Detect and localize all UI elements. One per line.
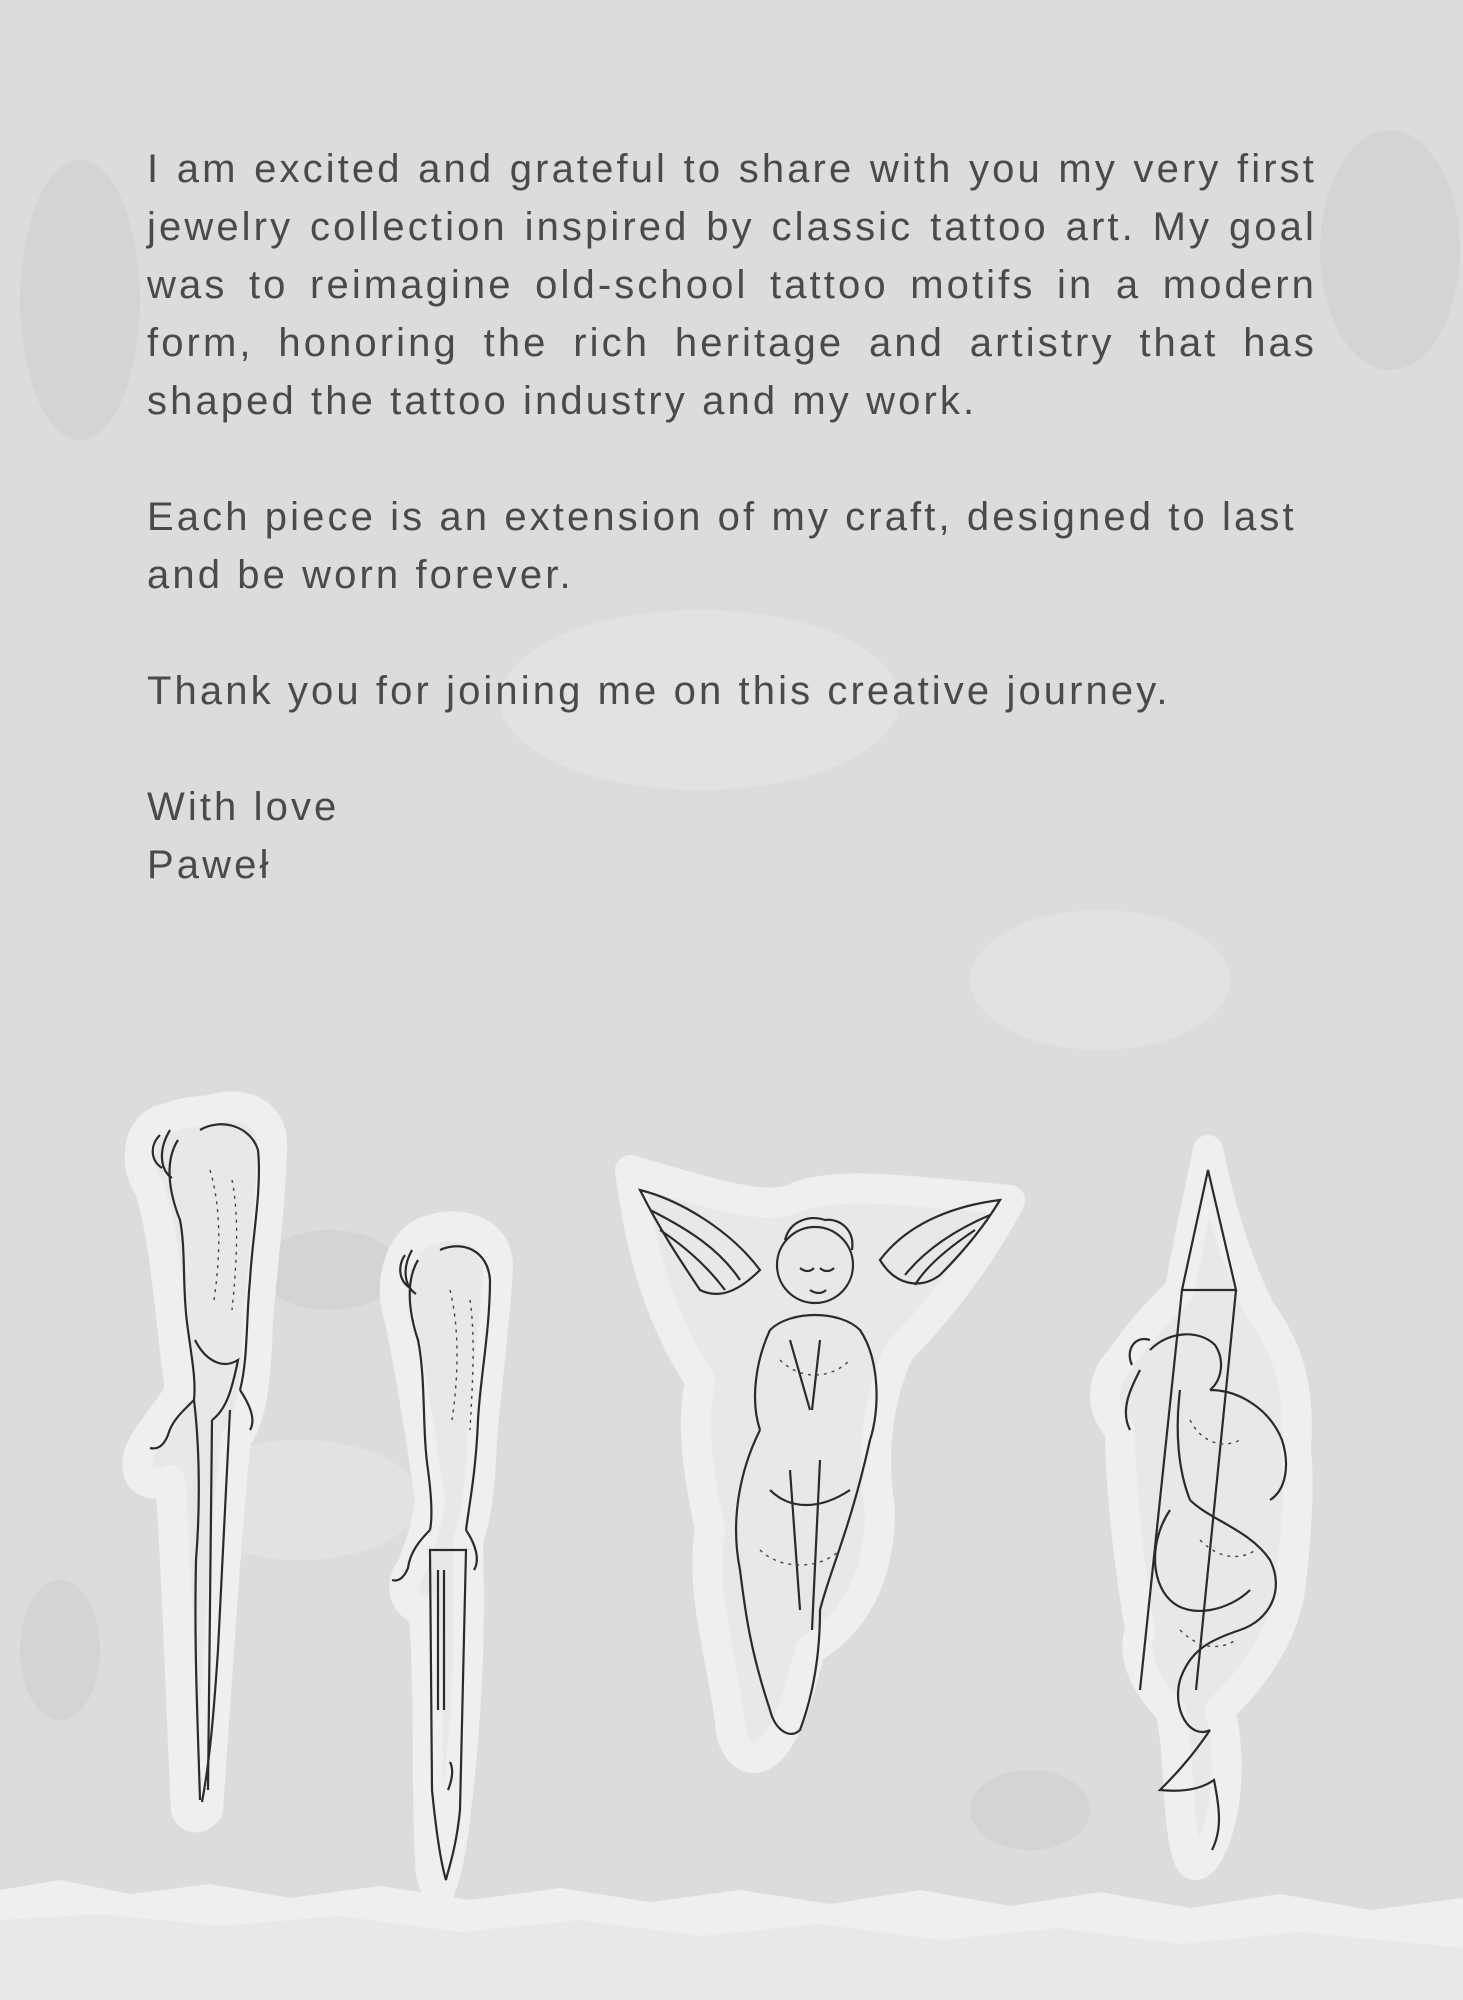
cherub-illustration [630,1170,1010,1758]
mermaid-dagger-illustration [1105,1150,1298,1865]
woman-dagger-illustration [137,1106,272,1817]
letter-signature: Paweł [147,843,272,887]
letter-craft-line-1: Each piece is an extension of my craft, designed to last [147,495,1297,539]
letter-paragraph-craft [147,488,1317,604]
letter-paragraph-intro: I am excited and grateful to share with you my very first jewelry collection inspired by classic tattoo art. My goal was to reimagine old-school tattoo motifs in a modern form, honoring the rich heritage and artistry that has shaped the tattoo industry and my work. [147,147,1317,423]
torn-paper-edge [0,1880,1463,2000]
tattoo-illustrations-row [0,1090,1463,1910]
letter-craft-line-2: and be worn forever. [147,553,574,597]
letter-closing: With love [147,785,340,829]
letter-paragraph-thanks: Thank you for joining me on this creative journey. [147,669,1171,713]
letter-signoff [147,778,1317,894]
woman-knife-illustration [392,1226,498,1890]
letter-body [147,140,1317,894]
